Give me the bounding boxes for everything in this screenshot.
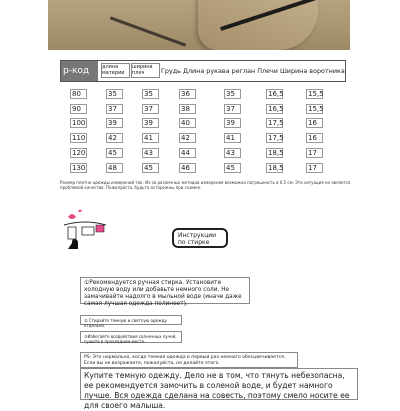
size-cell: 37 [224, 104, 241, 114]
size-cell: 35 [224, 89, 241, 99]
care-item-dry-shade: ③Избегайте воздействия солнечных лучей, сушите в прохладном месте. [80, 331, 182, 343]
size-cell: 110 [72, 134, 86, 143]
care-item-hand-wash: ①Рекомендуется ручная стирка. Установите холодную воду или добавьте немного соли. Не замачивайте надолго в мыльной воде (иначе даже самая лучшая одежда полинеет). [80, 277, 250, 304]
collar-image [198, 0, 318, 50]
size-cell: 36 [179, 89, 196, 99]
size-cell: 39 [106, 118, 123, 128]
size-cell: 45 [224, 163, 241, 173]
size-cell: 35 [142, 89, 159, 99]
size-cell: 15,5 [308, 90, 324, 98]
size-cell: 18,5 [268, 148, 284, 157]
measurement-note: Размер плотно одежды измерений так. Из-за различных методов измерения возможна погрешность в 0.5 см. Эта ситуация не является проблемой качества. Пожалуйста, будьте осторожны при съемке. [60, 180, 351, 190]
size-cell: 16 [306, 118, 323, 128]
size-cell: 18,5 [268, 163, 284, 172]
size-cell: 39 [142, 118, 159, 128]
size-cell: 16 [306, 133, 323, 143]
care-item-separate: ② Стирайте темную и светлую одежду отдельно. [80, 315, 182, 325]
size-cell: 41 [142, 133, 159, 143]
size-cell: 17,5 [268, 134, 284, 143]
size-table-header [60, 60, 346, 82]
size-cell: 120 [72, 148, 86, 157]
size-cell: 43 [142, 148, 159, 158]
size-cell: 16,5 [268, 90, 284, 98]
size-cell: 90 [70, 104, 87, 114]
care-note-ps: PS: Это нормально, когда темная одежда в первый раз немного обесцвечивается. Если вы не возражаете, пожалуйста, не делайте этого. [80, 352, 298, 368]
size-cell: 38 [179, 104, 196, 114]
size-cell: 17 [306, 163, 323, 173]
size-cell: 46 [179, 163, 196, 173]
header-other-columns: Грудь Длина рукава реглан Плечи Ширина воротника [161, 67, 345, 75]
product-photo [48, 0, 350, 50]
size-cell: 37 [142, 104, 159, 114]
size-cell: 41 [224, 133, 241, 143]
laundry-icon [60, 205, 110, 255]
size-cell: 43 [224, 148, 241, 158]
header-shoulder: ширина плеч [131, 63, 160, 78]
size-cell: 45 [106, 148, 123, 158]
size-cell: 48 [106, 163, 123, 173]
fabric-stripe [110, 16, 186, 46]
header-length: длина материи [101, 63, 130, 78]
size-cell: 100 [72, 119, 86, 128]
size-cell: 80 [70, 89, 87, 99]
size-cell: 44 [179, 148, 196, 158]
size-cell: 40 [179, 118, 196, 128]
size-cell: 17,5 [268, 119, 284, 128]
size-cell: 15,5 [308, 104, 324, 113]
size-cell: 16,5 [268, 104, 284, 113]
care-advice: Купите темную одежду. Дело не в том, что тянуть небезопасна, ее рекомендуется замочить в соленой воде, и будет намного лучше. Вся одежда сделана на совесть, поэтому смело носите ее для своего малыша. [80, 368, 358, 400]
size-cell: 39 [224, 118, 241, 128]
size-cell: 37 [106, 104, 123, 114]
header-size-code: р-код [61, 61, 98, 81]
size-cell: 45 [142, 163, 159, 173]
size-cell: 130 [72, 163, 86, 172]
size-cell: 42 [106, 133, 123, 143]
size-cell: 42 [179, 133, 196, 143]
size-cell: 35 [106, 89, 123, 99]
washing-instructions-button[interactable]: Инструкции по стирке [172, 228, 228, 248]
size-cell: 17 [306, 148, 323, 158]
